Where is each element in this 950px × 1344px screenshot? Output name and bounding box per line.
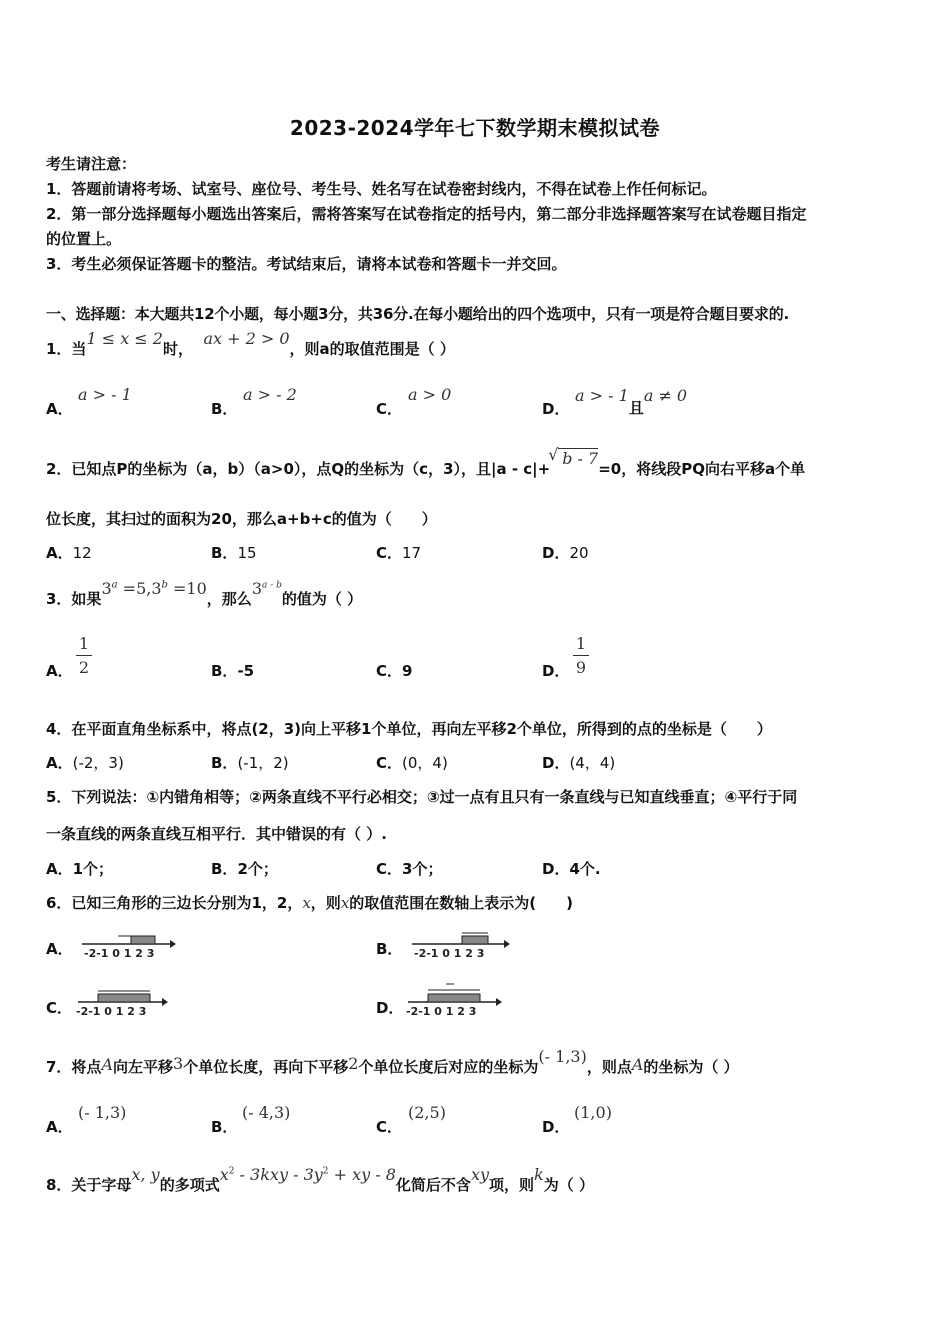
q2-option-c-label: C． bbox=[376, 544, 403, 562]
q8-k: k bbox=[534, 1165, 544, 1184]
q8-pre: 8．关于字母 bbox=[46, 1176, 132, 1194]
q8-t3: 项，则 bbox=[489, 1176, 535, 1194]
q3-option-b[interactable] bbox=[211, 660, 254, 681]
q3-target bbox=[252, 579, 282, 598]
q7-option-c-label: C． bbox=[376, 1118, 403, 1136]
q3-mid: ，那么 bbox=[206, 590, 252, 608]
q2-option-d-label: D． bbox=[542, 544, 570, 562]
q3-expr bbox=[101, 579, 206, 598]
q6-post: 的取值范围在数轴上表示为( ) bbox=[349, 894, 573, 912]
q6-option-a-label: A． bbox=[46, 940, 73, 958]
q1-post: ，则a的取值范围是（ ） bbox=[289, 340, 455, 358]
q3-option-b-value: -5 bbox=[237, 662, 255, 680]
q8-vars: x, y bbox=[131, 1165, 160, 1184]
q4-option-d[interactable] bbox=[542, 752, 615, 773]
q8-poly-a-sup: 2 bbox=[228, 1166, 235, 1177]
number-line-a bbox=[78, 930, 178, 962]
q7-n3: 3 bbox=[173, 1054, 184, 1073]
q3-option-a[interactable] bbox=[76, 634, 92, 677]
q4-option-c[interactable] bbox=[376, 752, 448, 773]
q4-option-a-value: (-2，3) bbox=[72, 754, 124, 772]
q6-option-d[interactable] bbox=[404, 980, 508, 1024]
q7-option-b[interactable]: (- 4,3) bbox=[242, 1103, 291, 1122]
q3-option-c[interactable] bbox=[376, 660, 412, 681]
q2-option-a-value: 12 bbox=[72, 544, 92, 562]
q4-option-b-label: B． bbox=[211, 754, 238, 772]
q4-option-d-label: D． bbox=[542, 754, 570, 772]
q2-option-c-value: 17 bbox=[402, 544, 422, 562]
q7-point-a-2: A bbox=[631, 1055, 644, 1074]
q7-n2: 2 bbox=[348, 1054, 359, 1073]
q6-option-b[interactable] bbox=[408, 930, 512, 966]
q1-condition-2: ax + 2 > 0 bbox=[203, 329, 290, 348]
q2-option-d-value: 20 bbox=[569, 544, 589, 562]
q7-option-b-label: B． bbox=[211, 1118, 238, 1136]
fraction-bar bbox=[573, 655, 589, 656]
q3-eq-2: =10 bbox=[167, 579, 207, 598]
q7-t2: 个单位长度，再向下平移 bbox=[183, 1058, 349, 1076]
q3-exp-target: a - b bbox=[262, 580, 282, 591]
q5-option-a[interactable] bbox=[46, 858, 113, 879]
q1-option-a-label: A． bbox=[46, 400, 73, 418]
fraction-bar bbox=[76, 655, 92, 656]
q2-option-b-value: 15 bbox=[237, 544, 257, 562]
q6-option-c[interactable] bbox=[74, 988, 174, 1024]
q8-xy: xy bbox=[470, 1165, 489, 1184]
q7-coord: (- 1,3) bbox=[538, 1047, 587, 1066]
q3-post: 的值为（ ） bbox=[281, 590, 363, 608]
q3-option-d-num: 1 bbox=[575, 634, 587, 653]
number-line-b bbox=[408, 930, 512, 962]
exam-title: 2023-2024学年七下数学期末模拟试卷 bbox=[289, 116, 661, 140]
q5-option-b-value: 2个； bbox=[237, 860, 278, 878]
q6-option-c-label: C． bbox=[46, 999, 73, 1017]
q2-sqrt bbox=[548, 445, 599, 468]
q2-option-a-label: A． bbox=[46, 544, 73, 562]
q2-sqrt-radicand: b - 7 bbox=[562, 449, 599, 468]
q7-option-d[interactable]: (1,0) bbox=[574, 1103, 612, 1122]
q3-option-c-value: 9 bbox=[402, 662, 413, 680]
q5-option-d-label: D． bbox=[542, 860, 570, 878]
q8-t2: 化简后不含 bbox=[395, 1176, 471, 1194]
section-1-heading: 一、选择题：本大题共12个小题，每小题3分，共36分.在每小题给出的四个选项中，只有一项是符合题目要求的. bbox=[46, 305, 789, 323]
q1-mid: 时， bbox=[162, 340, 193, 358]
q3-option-a-den: 2 bbox=[78, 658, 90, 677]
number-line-c-ticks: -2-1 0 1 2 3 bbox=[76, 1005, 147, 1018]
q1-option-c[interactable]: a > 0 bbox=[408, 385, 452, 404]
question-8 bbox=[46, 1165, 594, 1195]
q3-option-d-den: 9 bbox=[575, 658, 587, 677]
q2-option-b-label: B． bbox=[211, 544, 238, 562]
q4-option-c-value: (0，4) bbox=[402, 754, 448, 772]
q6-option-b-label: B． bbox=[376, 940, 403, 958]
q1-option-b[interactable]: a > - 2 bbox=[243, 385, 297, 404]
sqrt-icon: √ bbox=[548, 445, 559, 464]
q7-option-a-label: A． bbox=[46, 1118, 73, 1136]
q5-option-d[interactable] bbox=[542, 858, 601, 879]
q1-option-d[interactable] bbox=[575, 385, 688, 417]
q3-option-a-num: 1 bbox=[78, 634, 90, 653]
q3-base-target: 3 bbox=[251, 579, 262, 598]
number-line-a-ticks: -2-1 0 1 2 3 bbox=[84, 947, 155, 960]
q1-condition-1: 1 ≤ x ≤ 2 bbox=[86, 329, 163, 348]
q7-t4: ，则点 bbox=[586, 1058, 632, 1076]
notice-item-2-cont: 的位置上。 bbox=[46, 230, 122, 248]
q2-option-d[interactable] bbox=[542, 542, 589, 563]
q8-poly-b-sup: 2 bbox=[322, 1166, 329, 1177]
q2-post: =0，将线段PQ向右平移a个单 bbox=[598, 460, 806, 478]
q7-t3: 个单位长度后对应的坐标为 bbox=[358, 1058, 539, 1076]
q7-t1: 向左平移 bbox=[113, 1058, 174, 1076]
q3-option-d-label: D． bbox=[542, 662, 570, 680]
notice-item-1: 1．答题前请将考场、试室号、座位号、考生号、姓名写在试卷密封线内，不得在试卷上作任何标记。 bbox=[46, 180, 717, 198]
q1-option-d-label: D． bbox=[542, 400, 570, 418]
q5-option-c-value: 3个； bbox=[402, 860, 443, 878]
question-7 bbox=[46, 1047, 739, 1077]
q4-option-d-value: (4，4) bbox=[569, 754, 616, 772]
q3-option-b-label: B． bbox=[211, 662, 238, 680]
question-1 bbox=[46, 329, 455, 359]
question-6 bbox=[46, 892, 573, 913]
q8-poly-c: + xy - 8 bbox=[328, 1165, 396, 1184]
q3-eq-1: =5,3 bbox=[117, 579, 162, 598]
q7-t5: 的坐标为（ ） bbox=[643, 1058, 739, 1076]
q6-option-d-label: D． bbox=[376, 999, 404, 1017]
question-2 bbox=[46, 445, 806, 479]
q8-t4: 为（ ） bbox=[543, 1176, 594, 1194]
q2-pre: 2．已知点P的坐标为（a，b）（a>0），点Q的坐标为（c，3），且|a - c|+ bbox=[46, 460, 551, 478]
q3-exp-b: b bbox=[161, 579, 168, 591]
q1-option-b-label: B． bbox=[211, 400, 238, 418]
notice-heading: 考生请注意： bbox=[46, 155, 137, 173]
q7-pre: 7．将点 bbox=[46, 1058, 102, 1076]
q1-pre: 1．当 bbox=[46, 340, 87, 358]
q1-option-c-label: C． bbox=[376, 400, 403, 418]
question-2-line-2: 位长度，其扫过的面积为20，那么a+b+c的值为（ ） bbox=[46, 510, 437, 528]
q5-option-a-value: 1个； bbox=[72, 860, 114, 878]
q4-option-a[interactable] bbox=[46, 752, 124, 773]
q6-mid: ，则 bbox=[310, 894, 341, 912]
q6-var-x: x bbox=[302, 894, 311, 912]
q5-option-c-label: C． bbox=[376, 860, 403, 878]
notice-item-2: 2．第一部分选择题每小题选出答案后，需将答案写在试卷指定的括号内，第二部分非选择题答案写在试卷题目指定 bbox=[46, 205, 807, 223]
q7-point-a: A bbox=[101, 1055, 113, 1074]
q2-option-b[interactable] bbox=[211, 542, 257, 563]
question-3 bbox=[46, 579, 363, 609]
q6-var-x-2: x bbox=[340, 894, 350, 912]
number-line-b-ticks: -2-1 0 1 2 3 bbox=[414, 947, 485, 960]
q5-option-d-value: 4个. bbox=[569, 860, 601, 878]
q3-option-c-label: C． bbox=[376, 662, 403, 680]
q2-option-a[interactable] bbox=[46, 542, 92, 563]
q8-poly-b: - 3kxy - 3y bbox=[234, 1165, 323, 1184]
q1-option-d-join: 且 bbox=[628, 399, 644, 417]
q3-option-a-label: A． bbox=[46, 662, 73, 680]
q4-option-b[interactable] bbox=[211, 752, 289, 773]
q5-option-b-label: B． bbox=[211, 860, 238, 878]
q3-base-1: 3 bbox=[101, 579, 112, 598]
q1-option-a[interactable]: a > - 1 bbox=[78, 385, 132, 404]
q5-option-c[interactable] bbox=[376, 858, 442, 879]
q4-option-a-label: A． bbox=[46, 754, 73, 772]
q3-pre: 3．如果 bbox=[46, 590, 102, 608]
number-line-d bbox=[404, 980, 508, 1020]
q5-option-b[interactable] bbox=[211, 858, 278, 879]
q8-polynomial bbox=[220, 1165, 396, 1184]
question-5-line-2: 一条直线的两条直线互相平行．其中错误的有（ ）. bbox=[46, 825, 387, 843]
q6-option-a[interactable] bbox=[78, 930, 178, 966]
q7-option-a[interactable]: (- 1,3) bbox=[78, 1103, 127, 1122]
q3-option-d[interactable] bbox=[573, 634, 589, 677]
number-line-d-ticks: -2-1 0 1 2 3 bbox=[406, 1005, 477, 1018]
notice-item-3: 3．考生必须保证答题卡的整洁。考试结束后，请将本试卷和答题卡一并交回。 bbox=[46, 255, 567, 273]
q8-t1: 的多项式 bbox=[159, 1176, 220, 1194]
q7-option-d-label: D． bbox=[542, 1118, 570, 1136]
q5-option-a-label: A． bbox=[46, 860, 73, 878]
question-5: 5．下列说法：①内错角相等；②两条直线不平行必相交；③过一点有且只有一条直线与已知直线垂直；④平行于同 bbox=[46, 788, 798, 806]
q7-option-c[interactable]: (2,5) bbox=[408, 1103, 446, 1122]
q6-pre: 6．已知三角形的三边长分别为1，2， bbox=[46, 894, 303, 912]
q1-option-d-expr1: a > - 1 bbox=[575, 386, 629, 405]
q3-exp-a: a bbox=[111, 579, 118, 591]
q1-option-d-expr2: a ≠ 0 bbox=[643, 386, 688, 405]
q8-poly-a: x bbox=[219, 1165, 229, 1184]
q4-option-b-value: (-1，2) bbox=[237, 754, 289, 772]
q4-option-c-label: C． bbox=[376, 754, 403, 772]
question-4: 4．在平面直角坐标系中，将点(2，3)向上平移1个单位，再向左平移2个单位，所得到的点的坐标是（ ） bbox=[46, 720, 772, 738]
number-line-c bbox=[74, 988, 174, 1020]
q2-option-c[interactable] bbox=[376, 542, 421, 563]
